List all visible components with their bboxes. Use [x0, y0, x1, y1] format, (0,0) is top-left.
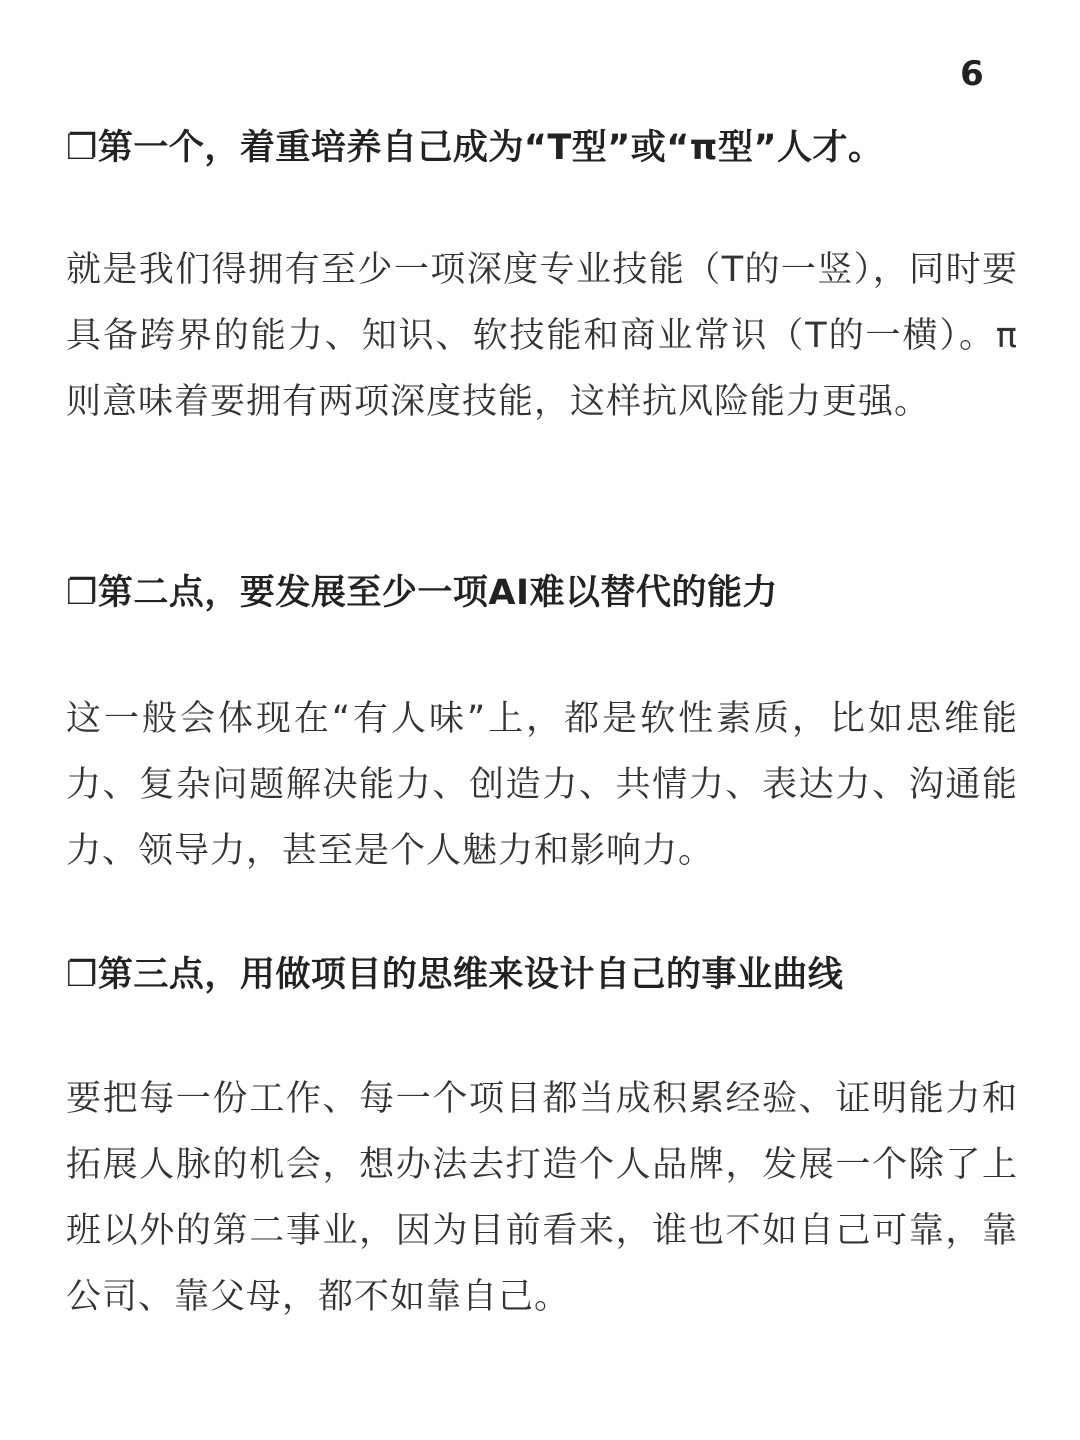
- page-number: 6: [960, 54, 984, 94]
- section-heading-1: ❐第一个，着重培养自己成为“T型”或“π型”人才。: [66, 128, 884, 168]
- section-body-2: 这一般会体现在“有人味”上，都是软性素质，比如思维能力、复杂问题解决能力、创造力、共情力、表达力、沟通能力、领导力，甚至是个人魅力和影响力。: [66, 699, 1018, 871]
- section-heading-2: ❐第二点，要发展至少一项AI难以替代的能力: [66, 573, 778, 613]
- section-body-1: 就是我们得拥有至少一项深度专业技能（T的一竖），同时要具备跨界的能力、知识、软技能和商业常识（T的一横）。π则意味着要拥有两项深度技能，这样抗风险能力更强。: [66, 250, 1018, 422]
- section-heading-3: ❐第三点，用做项目的思维来设计自己的事业曲线: [66, 955, 844, 995]
- section-body-3: 要把每一份工作、每一个项目都当成积累经验、证明能力和拓展人脉的机会，想办法去打造个人品牌，发展一个除了上班以外的第二事业，因为目前看来，谁也不如自己可靠，靠公司、靠父母，都不如靠自己。: [66, 1079, 1018, 1317]
